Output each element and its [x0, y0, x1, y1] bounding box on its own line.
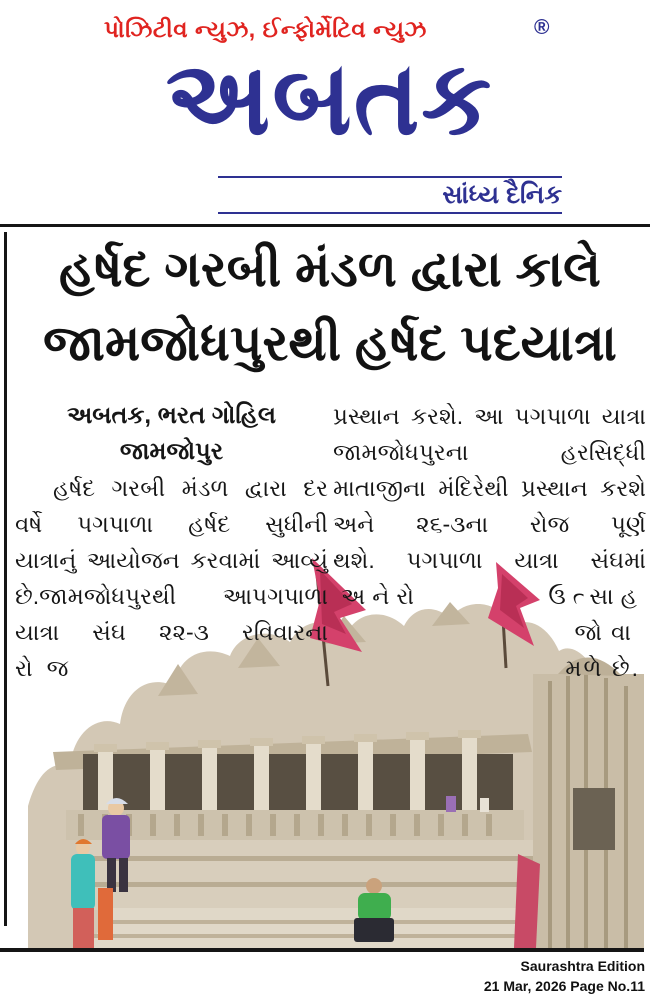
edition-label: Saurashtra Edition [520, 958, 645, 974]
body-text-fragment: અનેરો [341, 583, 422, 609]
page-footer [484, 956, 645, 996]
headline-line-1: હર્ષદ ગરબી મંડળ દ્વારા કાલે [59, 241, 601, 297]
body-text-line: પ્રસ્થાન કરશે. આ પગપાળા યાત્રા [333, 403, 646, 429]
body-text-line: યાત્રાનું આયોજન કરવામાં આવ્યું [15, 547, 328, 573]
masthead-subtitle: સાંધ્ય દૈનિક [218, 176, 562, 214]
body-text-line: યાત્રા સંઘ ૨૨-૩ રવિવારના [15, 619, 328, 645]
article-column-left [15, 398, 328, 686]
article-headline [14, 232, 646, 380]
body-text-line: છે.જામજોધપુરથી આપગપાળા [15, 583, 328, 609]
registered-trademark-icon: ® [534, 16, 550, 39]
body-text-fragment: મળે છે. [565, 655, 640, 681]
date-page-label: 21 Mar, 2026 Page No.11 [483, 978, 645, 994]
body-text-line: જામજોધપુરના હરસિદ્ધી [333, 439, 646, 465]
body-text-line: રોજ [15, 655, 83, 681]
byline-author: અબતક, ભરત ગોહિલ [66, 402, 277, 429]
top-divider [0, 224, 650, 227]
body-text-wrap-row [333, 578, 646, 614]
body-text-line: થશે. પગપાળા યાત્રા સંઘમાં [333, 547, 646, 573]
body-text-line: હર્ષદ ગરબી મંડળ દ્વારા દર [53, 475, 328, 501]
bottom-divider [0, 948, 644, 952]
body-text-line: વર્ષે પગપાળા હર્ષદ સુધીની [15, 511, 328, 537]
byline-place: જામજોપુર [119, 438, 224, 465]
body-text-line: માતાજીના મંદિરેથી પ્રસ્થાન કરશે [333, 475, 646, 501]
body-text-fragment: જોવા [574, 619, 640, 645]
masthead-tagline: પોઝિટીવ ન્યુઝ, ઈન્ફોર્મેટિવ ન્યુઝ [104, 16, 427, 42]
body-text-line: અને ૨૬-૩ના રોજ પૂર્ણ [333, 511, 646, 537]
headline-line-2: જામજોધપુરથી હર્ષદ પદયાત્રા [43, 315, 617, 371]
article-column-right [333, 398, 646, 686]
left-column-rule [4, 232, 7, 926]
newspaper-logo: અબતક [165, 39, 494, 156]
body-text-fragment: ઉત્સાહ [548, 583, 644, 609]
